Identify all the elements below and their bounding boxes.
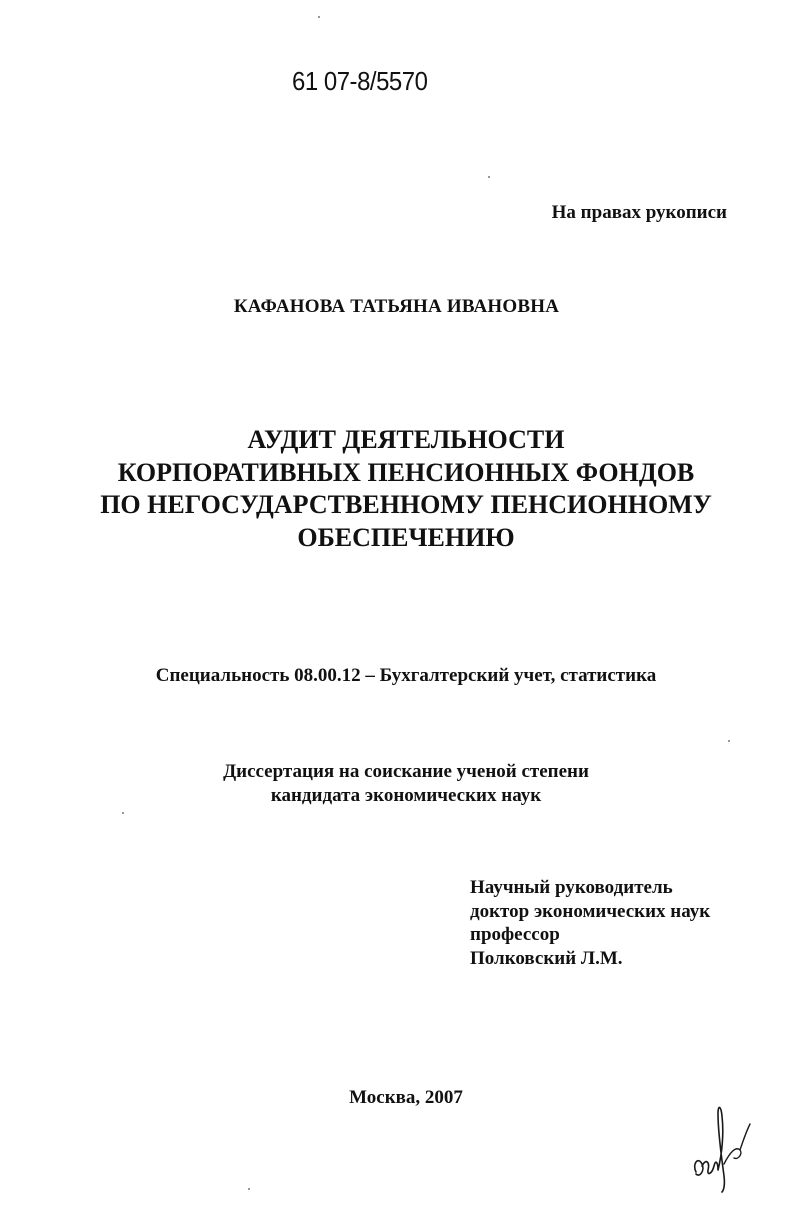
paper-speck [122,812,124,814]
degree-statement [0,760,793,808]
paper-speck [488,176,490,178]
supervisor-line: профессор [470,924,560,945]
city-year: Москва, 2007 [349,1087,463,1108]
paper-speck [318,16,320,18]
author-name: КАФАНОВА ТАТЬЯНА ИВАНОВНА [233,296,560,317]
supervisor-line: Полковский Л.М. [470,947,623,969]
archive-stamp-number: 61 07-8/5570 [292,66,428,96]
title-line: ПО НЕГОСУДАРСТВЕННОМУ ПЕНСИОННОМУ [100,490,712,519]
paper-speck [248,1188,250,1190]
degree-line: Диссертация на соискание ученой степени [223,761,589,782]
degree-line: кандидата экономических наук [270,785,542,806]
rights-note: На правах рукописи [551,202,727,223]
paper-speck [728,740,730,742]
supervisor-line: Научный руководитель [470,877,673,898]
handwritten-signature [688,1094,758,1194]
supervisor-block [470,876,710,970]
title-line: АУДИТ ДЕЯТЕЛЬНОСТИ [247,425,565,454]
title-line: ОБЕСПЕЧЕНИЮ [297,522,515,552]
dissertation-title [0,424,793,554]
supervisor-line: доктор экономических наук [470,900,711,922]
title-line: КОРПОРАТИВНЫХ ПЕНСИОННЫХ ФОНДОВ [117,457,695,487]
specialty-line: Специальность 08.00.12 – Бухгалтерский учет, статистика [155,665,657,686]
